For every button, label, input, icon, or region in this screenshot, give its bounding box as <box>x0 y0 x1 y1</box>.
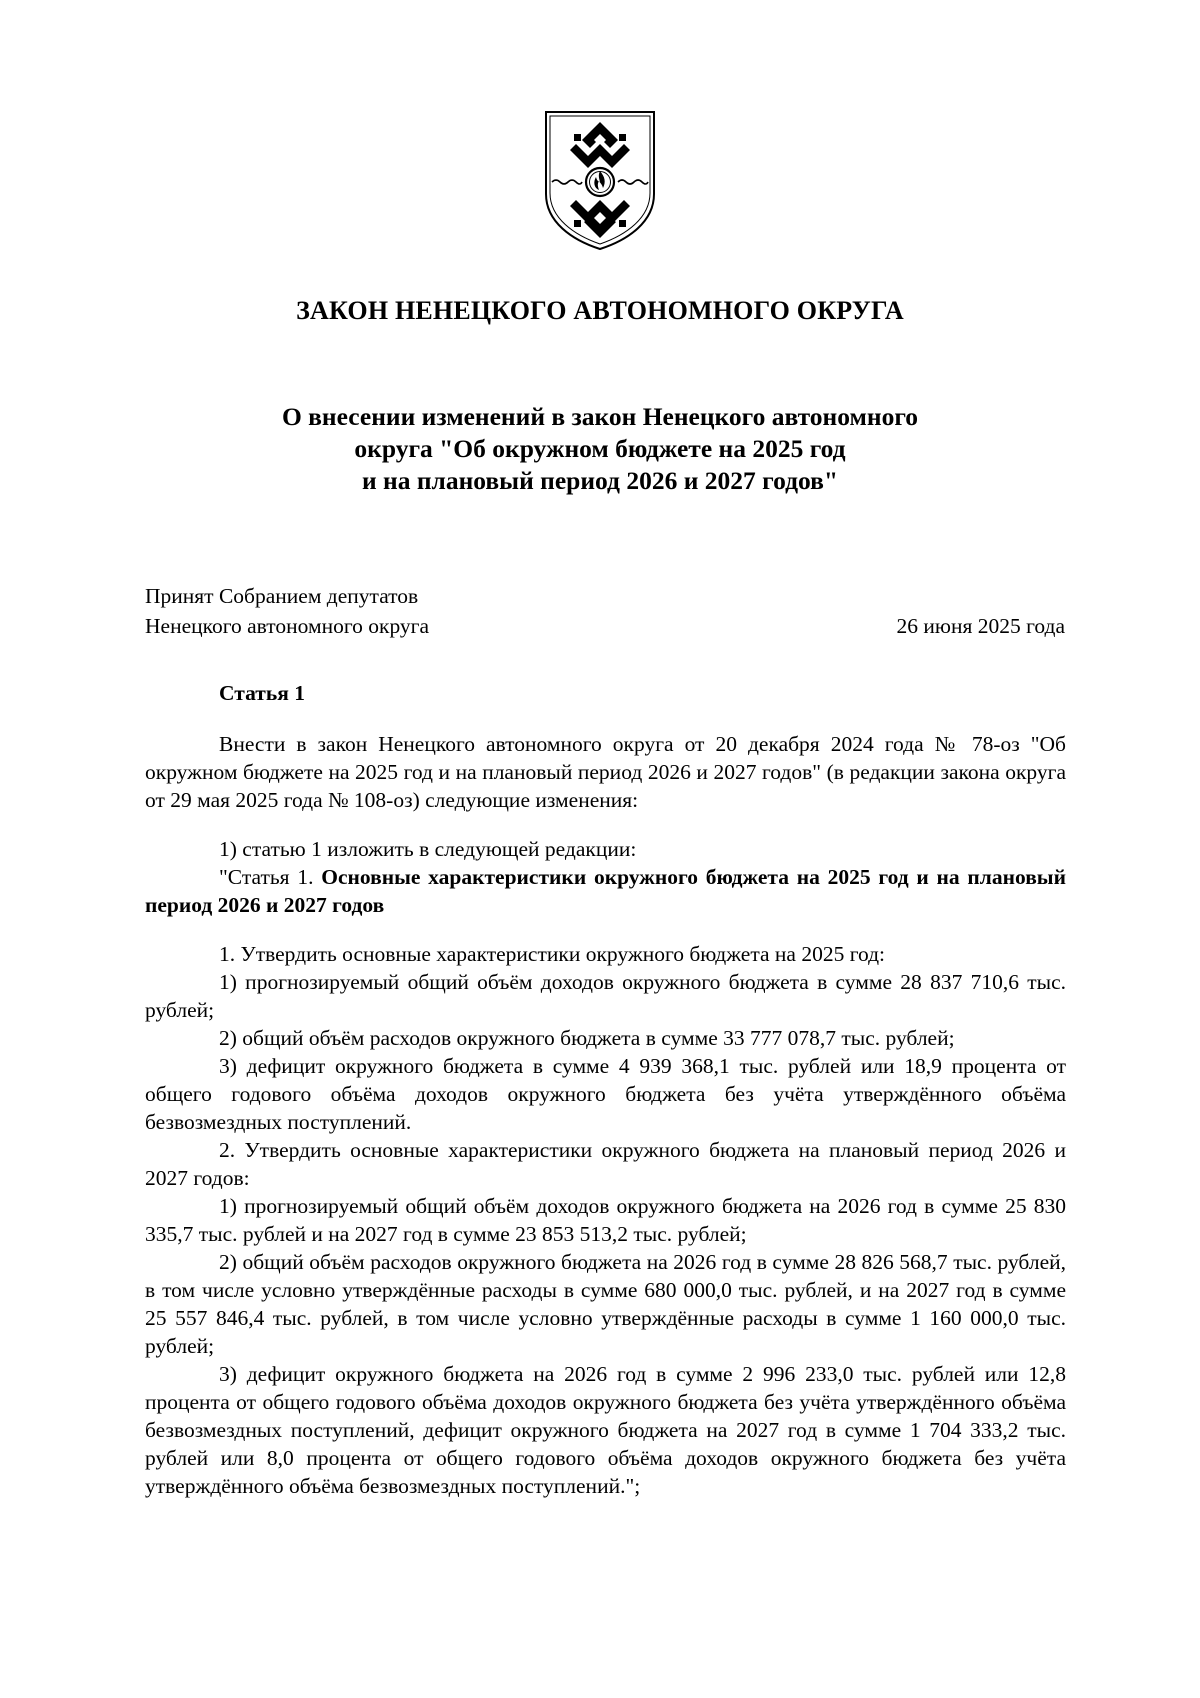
adopted-date: 26 июня 2025 года <box>896 614 1065 638</box>
intro-paragraph: Внести в закон Ненецкого автономного округа от 20 декабря 2024 года № 78-оз "Об окружном бюджете на 2025 год и на плановый период 2026 и 2027 годов" (в редакции закона округа от 29 мая 2025 года № 108-оз) следующие изменения: <box>145 732 1066 812</box>
adopted-by-line: Принят Собранием депутатов <box>145 584 419 608</box>
subclause-paragraph: 3) дефицит окружного бюджета на 2026 год в сумме 2 996 233,0 тыс. рублей или 12,8 процента от общего годового объёма доходов окружного бюджета без учёта утверждённого объёма безвозмездных поступлений, дефицит окружного бюджета на 2027 год в сумме 1 704 333,2 тыс. рублей или 8,0 процента от общего годового объёма доходов окружного бюджета без учёта утверждённого объёма безвозмездных поступлений."; <box>145 1362 1066 1498</box>
subclause-paragraph: 3) дефицит окружного бюджета в сумме 4 939 368,1 тыс. рублей или 18,9 процента от общего годового объёма доходов окружного бюджета без учёта утверждённого объёма безвозмездных поступлений. <box>145 1054 1066 1134</box>
adopted-by-line: Ненецкого автономного округа <box>145 614 430 638</box>
adopted-by <box>145 581 429 641</box>
nenets-coat-of-arms-icon <box>544 110 656 251</box>
subclause-paragraph: 1) прогнозируемый общий объём доходов окружного бюджета на 2026 год в сумме 25 830 335,7 тыс. рублей и на 2027 год в сумме 23 853 513,2 тыс. рублей; <box>145 1194 1066 1246</box>
subclause-paragraph: 1) прогнозируемый общий объём доходов окружного бюджета в сумме 28 837 710,6 тыс. рублей; <box>145 970 1066 1022</box>
amended-article-prefix: "Статья 1. <box>219 865 322 889</box>
article-heading: Статья 1 <box>219 681 305 705</box>
clause-paragraph: 2. Утвердить основные характеристики окружного бюджета на плановый период 2026 и 2027 годов: <box>145 1138 1066 1190</box>
law-subject-line: О внесении изменений в закон Ненецкого автономного <box>281 402 919 431</box>
law-subject-line: и на плановый период 2026 и 2027 годов" <box>361 466 839 495</box>
article-body <box>145 730 1066 1500</box>
amended-article-heading <box>145 863 1066 919</box>
subclause-paragraph: 2) общий объём расходов окружного бюджета на 2026 год в сумме 28 826 568,7 тыс. рублей, в том числе условно утверждённые расходы в сумме 680 000,0 тыс. рублей, и на 2027 год в сумме 25 557 846,4 тыс. рублей, в том числе условно утверждённые расходы в сумме 1 160 000,0 тыс. рублей; <box>145 1250 1066 1358</box>
law-subject <box>0 401 1200 497</box>
law-subject-line: округа "Об окружном бюджете на 2025 год <box>354 434 846 463</box>
subclause-paragraph: 2) общий объём расходов окружного бюджета в сумме 33 777 078,7 тыс. рублей; <box>219 1026 955 1050</box>
amended-article-title: Основные характеристики окружного бюджета на 2025 год и на плановый период 2026 и 2027 годов <box>145 865 1066 917</box>
clause-paragraph: 1. Утвердить основные характеристики окружного бюджета на 2025 год: <box>219 942 886 966</box>
amendment-item: 1) статью 1 изложить в следующей редакции: <box>219 837 637 861</box>
law-title: ЗАКОН НЕНЕЦКОГО АВТОНОМНОГО ОКРУГА <box>296 296 904 325</box>
